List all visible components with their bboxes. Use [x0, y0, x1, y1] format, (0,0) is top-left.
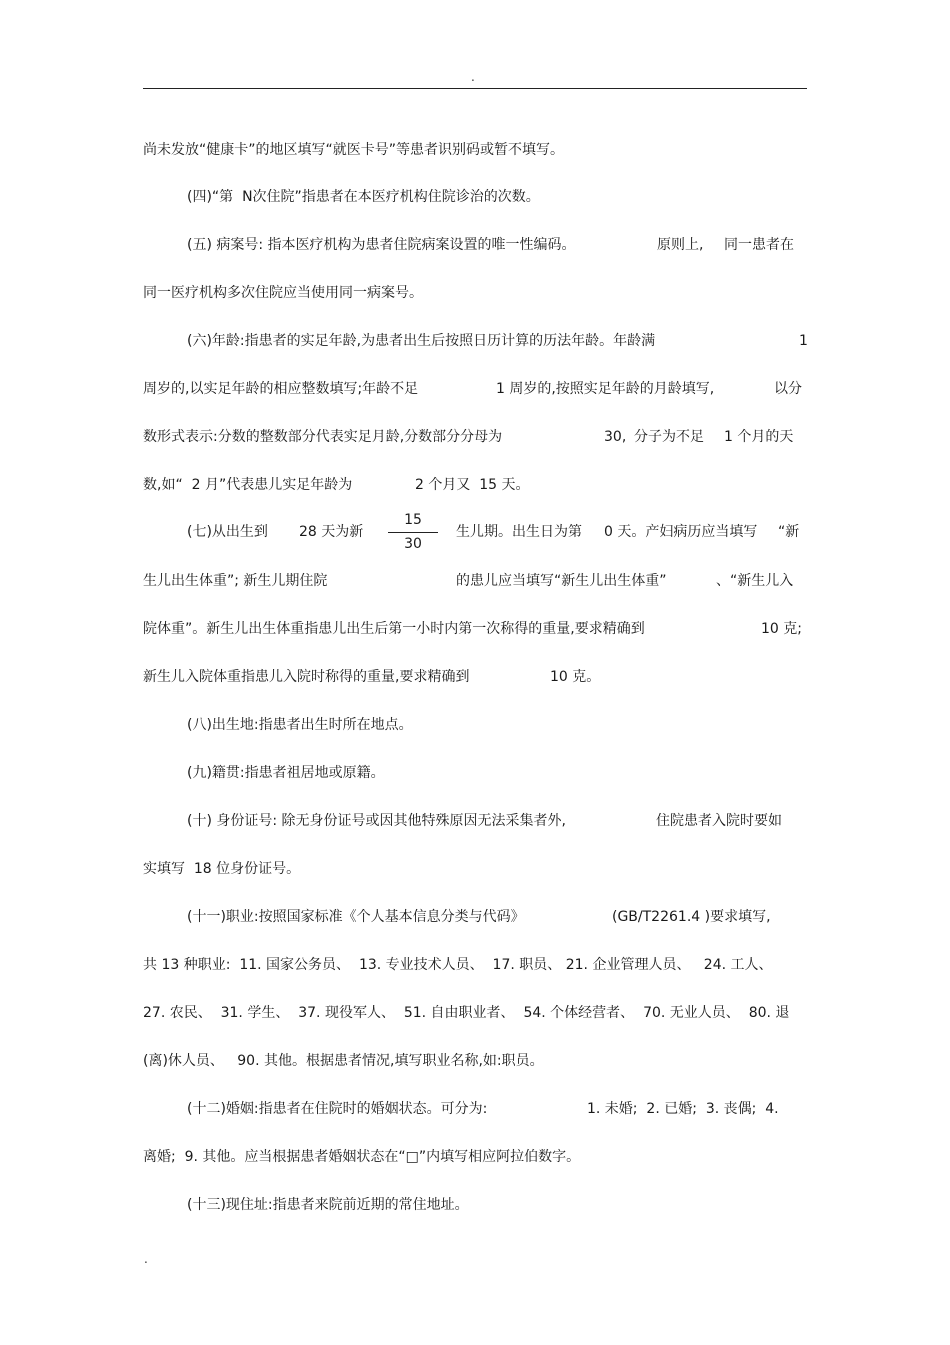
text-run: 1 [799, 333, 808, 349]
text-run: 离婚; 9. 其他。应当根据患者婚姻状态在“□”内填写相应阿拉伯数字。 [143, 1149, 581, 1165]
text-run: 10 克; [761, 621, 802, 637]
text-run: 10 克。 [550, 669, 601, 685]
text-run: 1 个月的天 [724, 429, 794, 445]
text-run: 的患儿应当填写“新生儿出生体重” [456, 573, 667, 589]
footer-mark: . [144, 1252, 148, 1266]
text-run: 生儿出生体重”; 新生儿期住院 [143, 573, 328, 589]
text-run: 1 周岁的,按照实足年龄的月龄填写, [496, 381, 715, 397]
text-run: 数形式表示:分数的整数部分代表实足月龄,分数部分分母为 [143, 429, 503, 445]
text-run: 新生儿入院体重指患儿入院时称得的重量,要求精确到 [143, 669, 470, 685]
text-run: 以分 [774, 381, 802, 397]
text-run: “新 [778, 524, 800, 540]
text-run: 周岁的,以实足年龄的相应整数填写;年龄不足 [143, 381, 419, 397]
text-run: 1. 未婚; 2. 已婚; 3. 丧偶; 4. [587, 1101, 779, 1117]
text-run: (五) 病案号: 指本医疗机构为患者住院病案设置的唯一性编码。 [187, 237, 576, 253]
text-run: 同一医疗机构多次住院应当使用同一病案号。 [143, 285, 423, 301]
text-run: 院体重”。新生儿出生体重指患儿出生后第一小时内第一次称得的重量,要求精确到 [143, 621, 645, 637]
text-run: 30, [604, 429, 627, 445]
text-run: (十二)婚姻:指患者在住院时的婚姻状态。可分为: [187, 1101, 488, 1117]
fraction-denominator: 30 [404, 536, 422, 552]
text-run: 共 13 种职业: 11. 国家公务员、 13. 专业技术人员、 17. 职员、 21. 企业管理人员、 24. 工人、 [143, 957, 773, 973]
text-run: (离)休人员、 90. 其他。根据患者情况,填写职业名称,如:职员。 [143, 1053, 544, 1069]
text-run: 0 天。产妇病历应当填写 [604, 524, 758, 540]
text-run: (六)年龄:指患者的实足年龄,为患者出生后按照日历计算的历法年龄。年龄满 [187, 333, 656, 349]
text-run: (GB/T2261.4 )要求填写, [612, 909, 771, 925]
text-run: 同一患者在 [724, 237, 794, 253]
text-run: (十三)现住址:指患者来院前近期的常住地址。 [187, 1197, 469, 1213]
text-run: 尚未发放“健康卡”的地区填写“就医卡号”等患者识别码或暂不填写。 [143, 142, 565, 158]
text-run: (九)籍贯:指患者祖居地或原籍。 [187, 765, 385, 781]
text-run: 原则上, [657, 237, 704, 253]
text-run: (七)从出生到 [187, 524, 268, 540]
header-mark: . [471, 70, 475, 84]
text-run: 分子为不足 [634, 429, 704, 445]
text-run: 28 天为新 [299, 524, 364, 540]
header-rule [143, 88, 807, 89]
text-run: 2 个月又 15 天。 [415, 477, 530, 493]
fraction-numerator: 15 [404, 512, 422, 528]
text-run: (四)“第 N次住院”指患者在本医疗机构住院诊治的次数。 [187, 189, 540, 205]
text-run: 数,如“ 2 月”代表患儿实足年龄为 [143, 477, 353, 493]
text-run: (十) 身份证号: 除无身份证号或因其他特殊原因无法采集者外, [187, 813, 566, 829]
text-run: 、“新生儿入 [716, 573, 794, 589]
text-run: 生儿期。出生日为第 [456, 524, 582, 540]
fraction-bar [388, 532, 438, 533]
text-run: (十一)职业:按照国家标准《个人基本信息分类与代码》 [187, 909, 525, 925]
text-run: (八)出生地:指患者出生时所在地点。 [187, 717, 413, 733]
text-run: 27. 农民、 31. 学生、 37. 现役军人、 51. 自由职业者、 54. 个体经营者、 70. 无业人员、 80. 退 [143, 1005, 790, 1021]
text-run: 实填写 18 位身份证号。 [143, 861, 301, 877]
text-run: 住院患者入院时要如 [656, 813, 782, 829]
